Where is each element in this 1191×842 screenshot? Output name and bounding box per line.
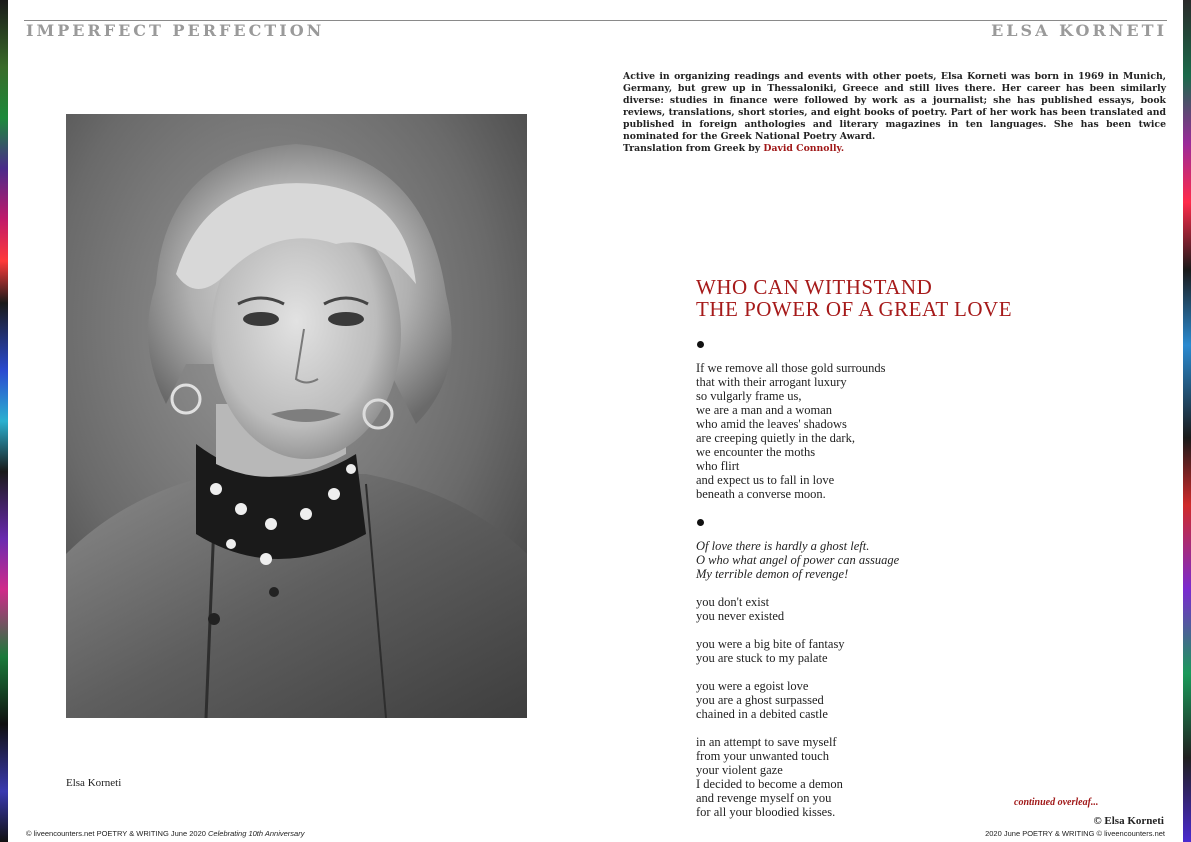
translator-link[interactable]: David Connolly. (763, 143, 845, 154)
author-bio (623, 71, 1166, 143)
right-decorative-strip (1183, 0, 1191, 842)
poem-copyright: © Elsa Korneti (1093, 815, 1164, 827)
footer-left-main: © liveencounters.net POETRY & WRITING June 2020 (26, 829, 206, 838)
poem-line: you are stuck to my palate (696, 651, 828, 665)
poem-line: you were a egoist love (696, 679, 809, 693)
poem-line: you were a big bite of fantasy (696, 637, 845, 651)
poem-line: you are a ghost surpassed (696, 693, 824, 707)
poem-line: we encounter the moths (696, 445, 816, 459)
poem-line: who amid the leaves' shadows (696, 417, 847, 431)
poem-line: I decided to become a demon (696, 777, 843, 791)
poem-line: you never existed (696, 609, 785, 623)
poem-line: in an attempt to save myself (696, 735, 837, 749)
poem-line: O who what angel of power can assuage (696, 553, 900, 567)
poem-line: If we remove all those gold surrounds (696, 361, 886, 375)
photo-caption: Elsa Korneti (66, 777, 122, 789)
section-bullet-icon (697, 519, 704, 526)
translation-credit (623, 143, 844, 154)
poem-line: chained in a debited castle (696, 707, 828, 721)
poem-title-line-2: THE POWER OF A GREAT LOVE (696, 297, 1013, 321)
poem-line: we are a man and a woman (696, 403, 833, 417)
poem-line: are creeping quietly in the dark, (696, 431, 855, 445)
poem-line: Of love there is hardly a ghost left. (696, 539, 870, 553)
poem-line: for all your bloodied kisses. (696, 805, 836, 819)
poem-title-line-1: WHO CAN WITHSTAND (696, 275, 933, 299)
footer-left (26, 829, 304, 838)
continued-overleaf-note: continued overleaf... (1014, 797, 1099, 808)
poem-line: from your unwanted touch (696, 749, 829, 763)
magazine-section-title: IMPERFECT PERFECTION (26, 21, 325, 40)
poem-line: that with their arrogant luxury (696, 375, 847, 389)
poem-stanza-2 (696, 539, 899, 581)
author-name-header: ELSA KORNETI (991, 21, 1167, 40)
poem-line: and expect us to fall in love (696, 473, 835, 487)
poem-line: you don't exist (696, 595, 770, 609)
poem-stanza-1 (696, 361, 886, 501)
poem-title (696, 276, 1012, 320)
poem-line: My terrible demon of revenge! (696, 567, 849, 581)
poem-stanza-3 (696, 595, 845, 819)
poem-line: and revenge myself on you (696, 791, 832, 805)
footer-right: 2020 June POETRY & WRITING © liveencounters.net (985, 829, 1165, 838)
poem-line: your violent gaze (696, 763, 783, 777)
section-bullet-icon (697, 341, 704, 348)
author-portrait-photo (66, 114, 527, 718)
footer-left-anniversary: Celebrating 10th Anniversary (208, 829, 305, 838)
translation-prefix: Translation from Greek by (623, 143, 761, 154)
poem-line: who flirt (696, 459, 740, 473)
poem-line: so vulgarly frame us, (696, 389, 802, 403)
bio-text: Active in organizing readings and events with other poets, Elsa Korneti was born in 1969 in Munich, Germany, but grew up in Thessaloniki, Greece and still lives there. Her career has been similarly diverse: studies in finance were followed by work as a journalist; she has published essays, book reviews, translations, short stories, and eight books of poetry. Part of her work has been translated and published in foreign anthologies and literary magazines in ten languages. She has been twice nominated for the Greek National Poetry Award. (623, 71, 1166, 142)
left-decorative-strip (0, 0, 8, 842)
poem-line: beneath a converse moon. (696, 487, 826, 501)
